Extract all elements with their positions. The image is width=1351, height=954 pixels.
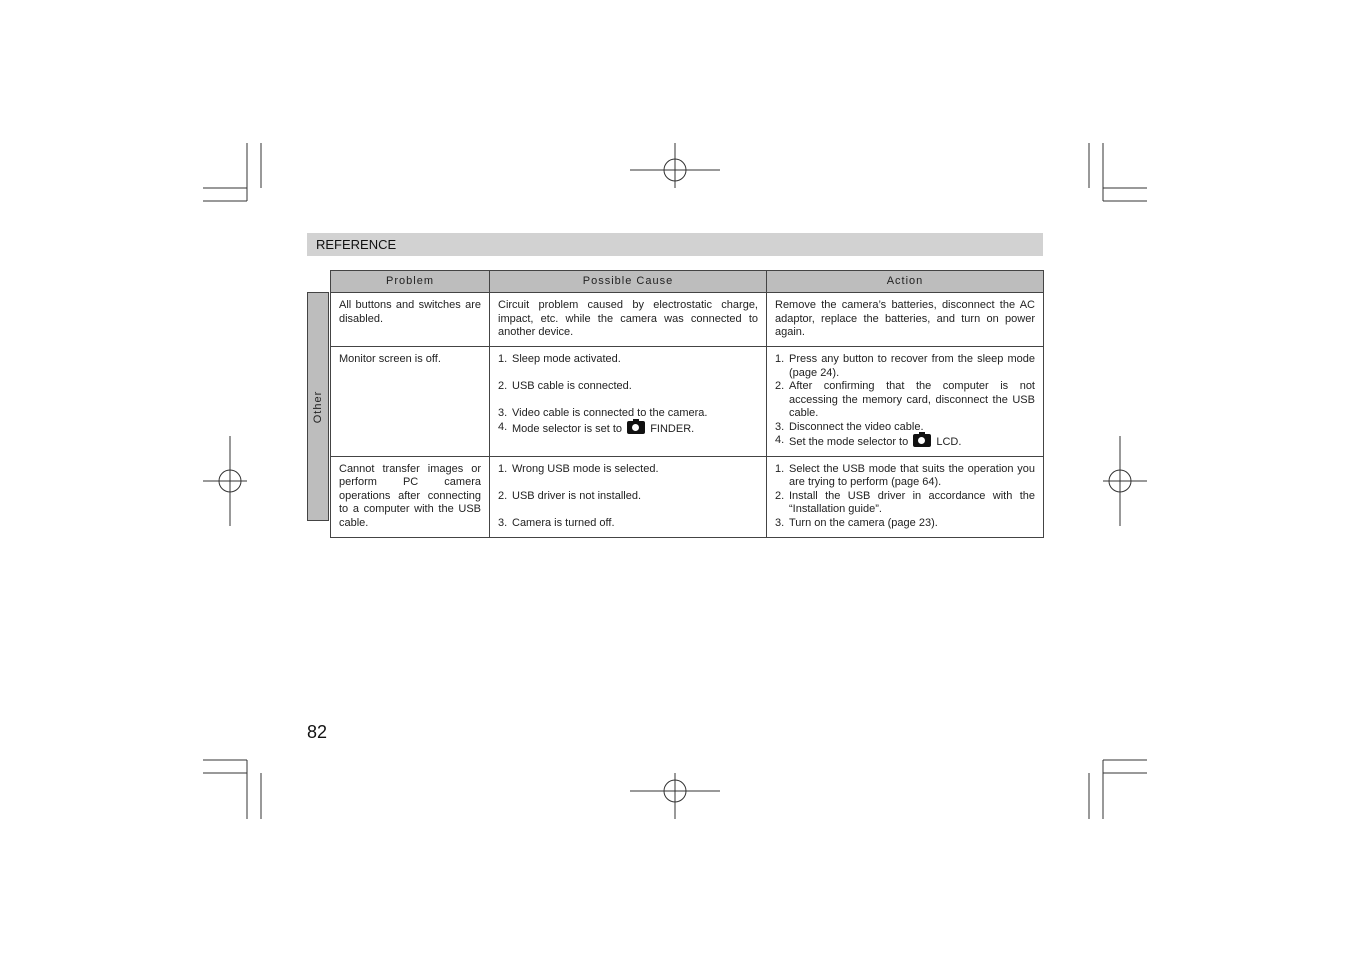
category-label: Other [312, 390, 324, 423]
problem-cell: Cannot transfer images or perform PC camera operations after connecting to a computer with the USB cable. [331, 456, 490, 537]
problem-cell: Monitor screen is off. [331, 347, 490, 457]
troubleshooting-grid [330, 270, 1044, 538]
section-title: REFERENCE [316, 237, 397, 252]
cause-cell [490, 347, 767, 457]
action-cell [767, 347, 1044, 457]
column-header-problem: Problem [331, 271, 490, 293]
list-item: 2. USB cable is connected. [498, 380, 632, 392]
category-tab [307, 292, 329, 521]
cause-cell [490, 456, 767, 537]
section-header [307, 233, 1043, 256]
list-item: 2. Install the USB driver in accordance with the “Installation guide”. [775, 489, 1035, 515]
list-item: 3. Disconnect the video cable. [775, 420, 924, 433]
list-item: 2. After confirming that the computer is not accessing the memory card, disconnect the USB cable. [775, 380, 1035, 419]
page-number: 82 [307, 722, 328, 742]
camera-icon [627, 421, 645, 434]
cause-cell: Circuit problem caused by electrostatic charge, impact, etc. while the camera was connected to another device. [490, 293, 767, 347]
list-item: 4. Mode selector is set to FINDER. [498, 420, 695, 435]
column-header-action: Action [767, 271, 1044, 293]
list-item: 1. Press any button to recover from the sleep mode (page 24). [775, 353, 1035, 379]
action-cell: Remove the camera’s batteries, disconnect the AC adaptor, replace the batteries, and turn on power again. [767, 293, 1044, 347]
action-cell [767, 456, 1044, 537]
table-header-row [331, 271, 1044, 293]
list-item: 3. Video cable is connected to the camera. [498, 407, 708, 419]
camera-icon [913, 434, 931, 447]
problem-cell: All buttons and switches are disabled. [331, 293, 490, 347]
troubleshooting-table [307, 270, 1043, 529]
list-item: 3. Turn on the camera (page 23). [775, 516, 938, 529]
table-row [331, 347, 1044, 457]
table-row [331, 293, 1044, 347]
list-item: 2. USB driver is not installed. [498, 489, 641, 502]
list-item: 1. Select the USB mode that suits the operation you are trying to perform (page 64). [775, 462, 1035, 488]
column-header-cause: Possible Cause [490, 271, 767, 293]
list-item: 3. Camera is turned off. [498, 516, 615, 529]
list-item: 1. Sleep mode activated. [498, 353, 621, 365]
list-item: 1. Wrong USB mode is selected. [498, 462, 659, 475]
list-item: 4. Set the mode selector to LCD. [775, 434, 962, 448]
table-row [331, 456, 1044, 537]
